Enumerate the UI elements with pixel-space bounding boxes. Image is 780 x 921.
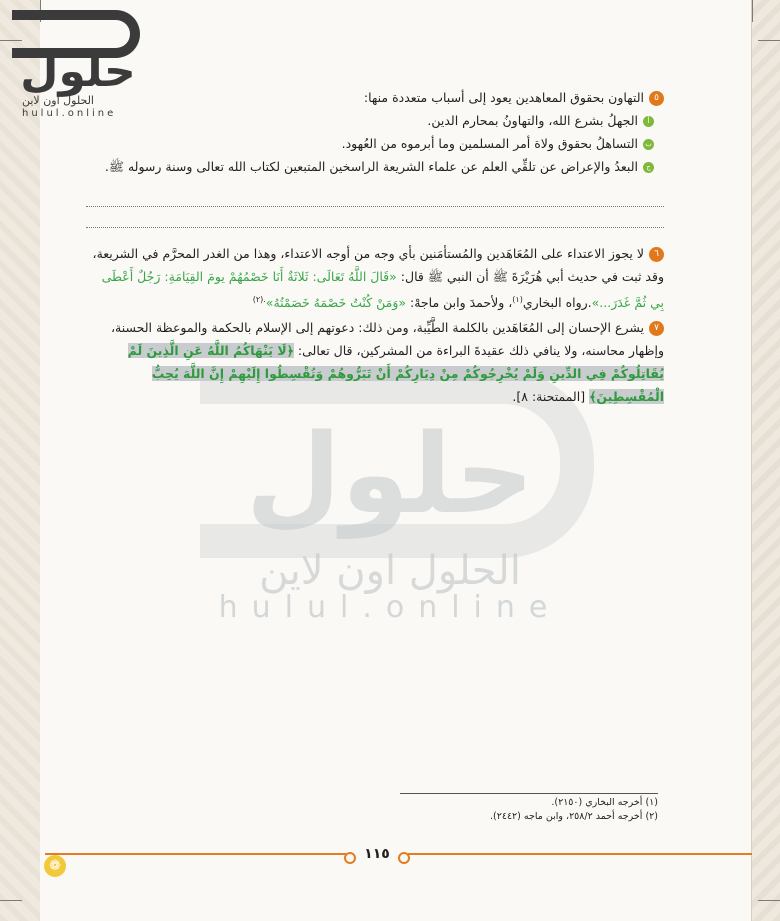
book-emblem-icon: ❁ <box>44 855 66 877</box>
item-5 <box>86 86 664 178</box>
answer-line <box>86 192 664 207</box>
right-decorative-frame <box>751 0 780 921</box>
footnote-rule <box>400 793 658 794</box>
item-6 <box>86 242 664 314</box>
crop-mark <box>758 900 780 901</box>
lesson-content <box>86 80 664 408</box>
item-5-point-b: بالتساهلُ بحقوق ولاة أمر المسلمين وما أبرموه من العُهود. <box>86 132 664 155</box>
item-7 <box>86 316 664 408</box>
logo-arabic: حلول <box>20 46 136 97</box>
footnote-ref-2: .(٢) <box>252 295 266 304</box>
item-6-text: ٦لا يجوز الاعتداء على المُعَاهَدين والمُستأمَنين بأي وجه من أوجه الاعتداء، وهذا من الغدر المحرَّم في الشريعة، وقد ثبت في حديث أبي هُرَيْرَةَ ﷺ أن النبي ﷺ قال: «قَالَ اللَّهُ تَعَالَى: ثَلاثَةٌ أَنَا خَصْمُهُمْ يومَ القِيَامَةِ: رَجُلٌ أَعْطَى بِي ثُمَّ غَدَرَ...».رواه البخاري$^{(١)}$، ولأحمدَ وابن ماجهْ: «وَمَنْ كُنْتُ خَصْمَهُ خَصَمْتُهُ»$^{.(٢)}$ <box>92 246 664 311</box>
logo-arabic-small: الحلول اون لاين <box>22 94 94 107</box>
watermark-latin: hulul.online <box>218 590 562 625</box>
item-5-point-c: جالبعدُ والإعراض عن تلقِّي العلم عن علماء الشريعة الراسخين المتبعين لكتاب الله تعالى وسنة رسوله ﷺ. <box>86 155 664 178</box>
footnote-ref-1: (١) <box>512 295 523 304</box>
item-7-number: ٧ <box>649 321 664 336</box>
item-5-intro: ٥التهاون بحقوق المعاهدين يعود إلى أسباب متعددة منها: <box>86 86 664 109</box>
crop-mark <box>0 900 22 901</box>
footnotes <box>380 796 658 824</box>
watermark-arabic-small: الحلول اون لاين <box>259 548 521 594</box>
logo-latin: hulul.online <box>22 108 117 119</box>
left-decorative-frame <box>0 0 41 921</box>
footnote-1: (١) أخرجه البخاري (٢١٥٠). <box>551 797 658 808</box>
item-7-text: ٧يشرع الإحسان إلى المُعَاهَدين بالكلمة الطَّيِّبة، ومن ذلك: دعوتهم إلى الإسلام بالحكمة والموعظة الحسنة، وإظهار محاسنه، ولا ينافي ذلك عقيدةَ البراءة من المشركين، قال تعالى: ﴿لَا يَنْهَاكُمُ اللَّهُ عَنِ الَّذِينَ لَمْ يُقَاتِلُوكُمْ فِي الدِّينِ وَلَمْ يُخْرِجُوكُمْ مِنْ دِيَارِكُمْ أَنْ تَبَرُّوهُمْ وَتُقْسِطُوا إِلَيْهِمْ إِنَّ اللَّهَ يُحِبُّ الْمُقْسِطِينَ﴾ [الممتحنة: ٨]. <box>111 320 664 405</box>
hadith-text: «قَالَ اللَّهُ تَعَالَى: ثَلاثَةٌ أَنَا خَصْمُهُمْ يومَ القِيَامَةِ: رَجُلٌ أَعْطَى بِي ثُمَّ غَدَرَ...» <box>101 269 664 311</box>
crop-mark <box>758 40 780 41</box>
crop-mark <box>752 0 753 22</box>
answer-line <box>86 213 664 228</box>
item-6-number: ٦ <box>649 247 664 262</box>
quran-verse: ﴿لَا يَنْهَاكُمُ اللَّهُ عَنِ الَّذِينَ لَمْ يُقَاتِلُوكُمْ فِي الدِّينِ وَلَمْ يُخْرِجُوكُمْ مِنْ دِيَارِكُمْ أَنْ تَبَرُّوهُمْ وَتُقْسِطُوا إِلَيْهِمْ إِنَّ اللَّهَ يُحِبُّ الْمُقْسِطِينَ﴾ <box>127 343 664 405</box>
page-number: ١١٥ <box>346 846 408 864</box>
watermark-arabic-large: حلول <box>245 410 535 538</box>
item-5-number: ٥ <box>649 91 664 106</box>
item-5-point-a: أالجهلُ بشرع الله، والتهاونُ بمحارم الدين. <box>86 109 664 132</box>
footnote-2: (٢) أخرجه أحمد ٢٥٨/٢، وابن ماجه (٢٤٤٢). <box>490 811 658 822</box>
hadith-text: «وَمَنْ كُنْتُ خَصْمَهُ خَصَمْتُهُ» <box>265 295 407 311</box>
